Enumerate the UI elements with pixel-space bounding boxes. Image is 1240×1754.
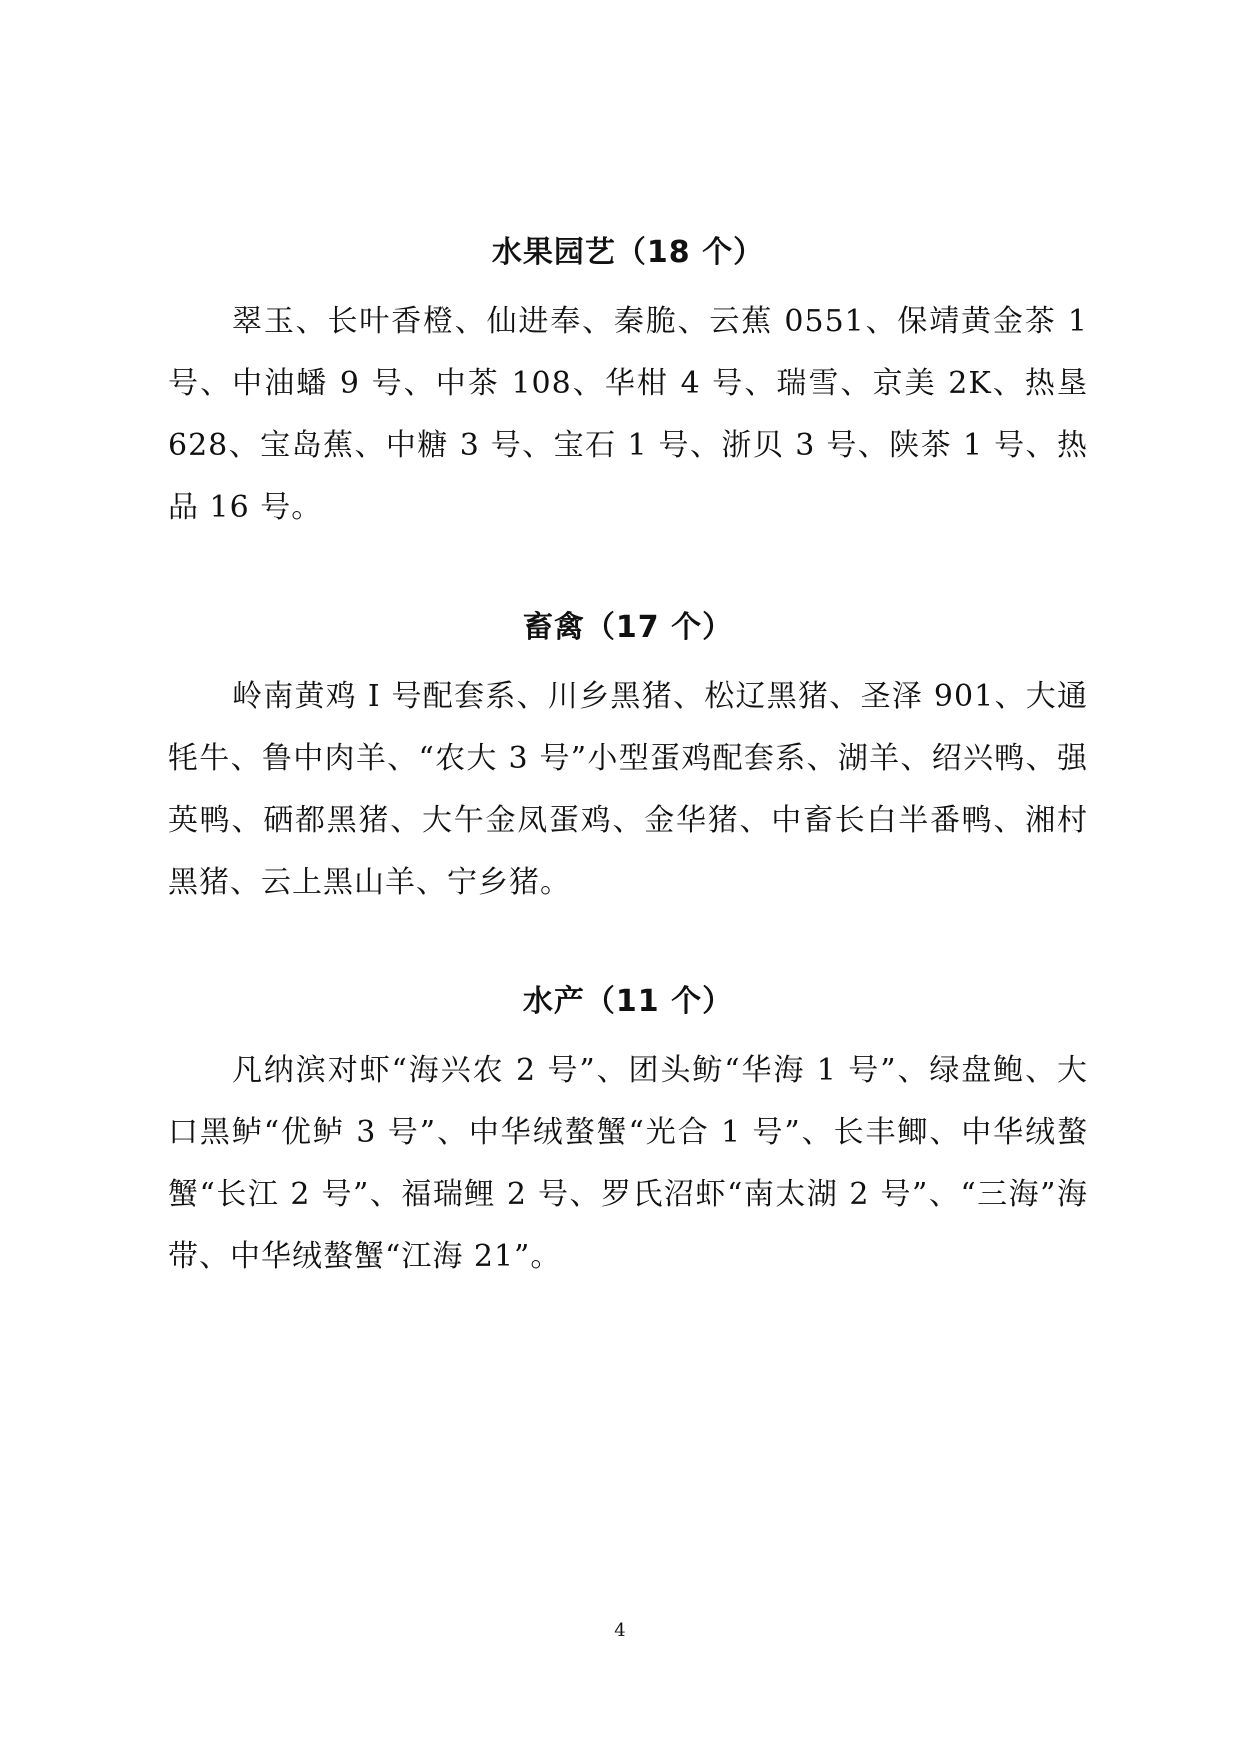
section-fruit-horticulture bbox=[168, 233, 1088, 539]
section-aquatic bbox=[168, 982, 1088, 1288]
section-body: 岭南黄鸡 I 号配套系、川乡黑猪、松辽黑猪、圣泽 901、大通牦牛、鲁中肉羊、“农大 3 号”小型蛋鸡配套系、湖羊、绍兴鸭、强英鸭、硒都黑猪、大午金凤蛋鸡、金华猪、中畜长白半番鸭、湘村黑猪、云上黑山羊、宁乡猪。 bbox=[168, 679, 1088, 900]
page-number: 4 bbox=[614, 1620, 626, 1641]
section-body: 翠玉、长叶香橙、仙进奉、秦脆、云蕉 0551、保靖黄金茶 1 号、中油蟠 9 号、中茶 108、华柑 4 号、瑞雪、京美 2K、热垦 628、宝岛蕉、中糖 3 号、宝石 1 号、浙贝 3 号、陕茶 1 号、热品 16 号。 bbox=[168, 304, 1088, 525]
section-title: 水果园艺（18 个） bbox=[491, 235, 765, 270]
section-title: 水产（11 个） bbox=[522, 984, 734, 1019]
section-title: 畜禽（17 个） bbox=[522, 610, 734, 645]
section-livestock-poultry bbox=[168, 608, 1088, 914]
section-body: 凡纳滨对虾“海兴农 2 号”、团头鲂“华海 1 号”、绿盘鲍、大口黑鲈“优鲈 3 号”、中华绒螯蟹“光合 1 号”、长丰鲫、中华绒螯蟹“长江 2 号”、福瑞鲤 2 号、罗氏沼虾“南太湖 2 号”、“三海”海带、中华绒螯蟹“江海 21”。 bbox=[168, 1053, 1088, 1274]
